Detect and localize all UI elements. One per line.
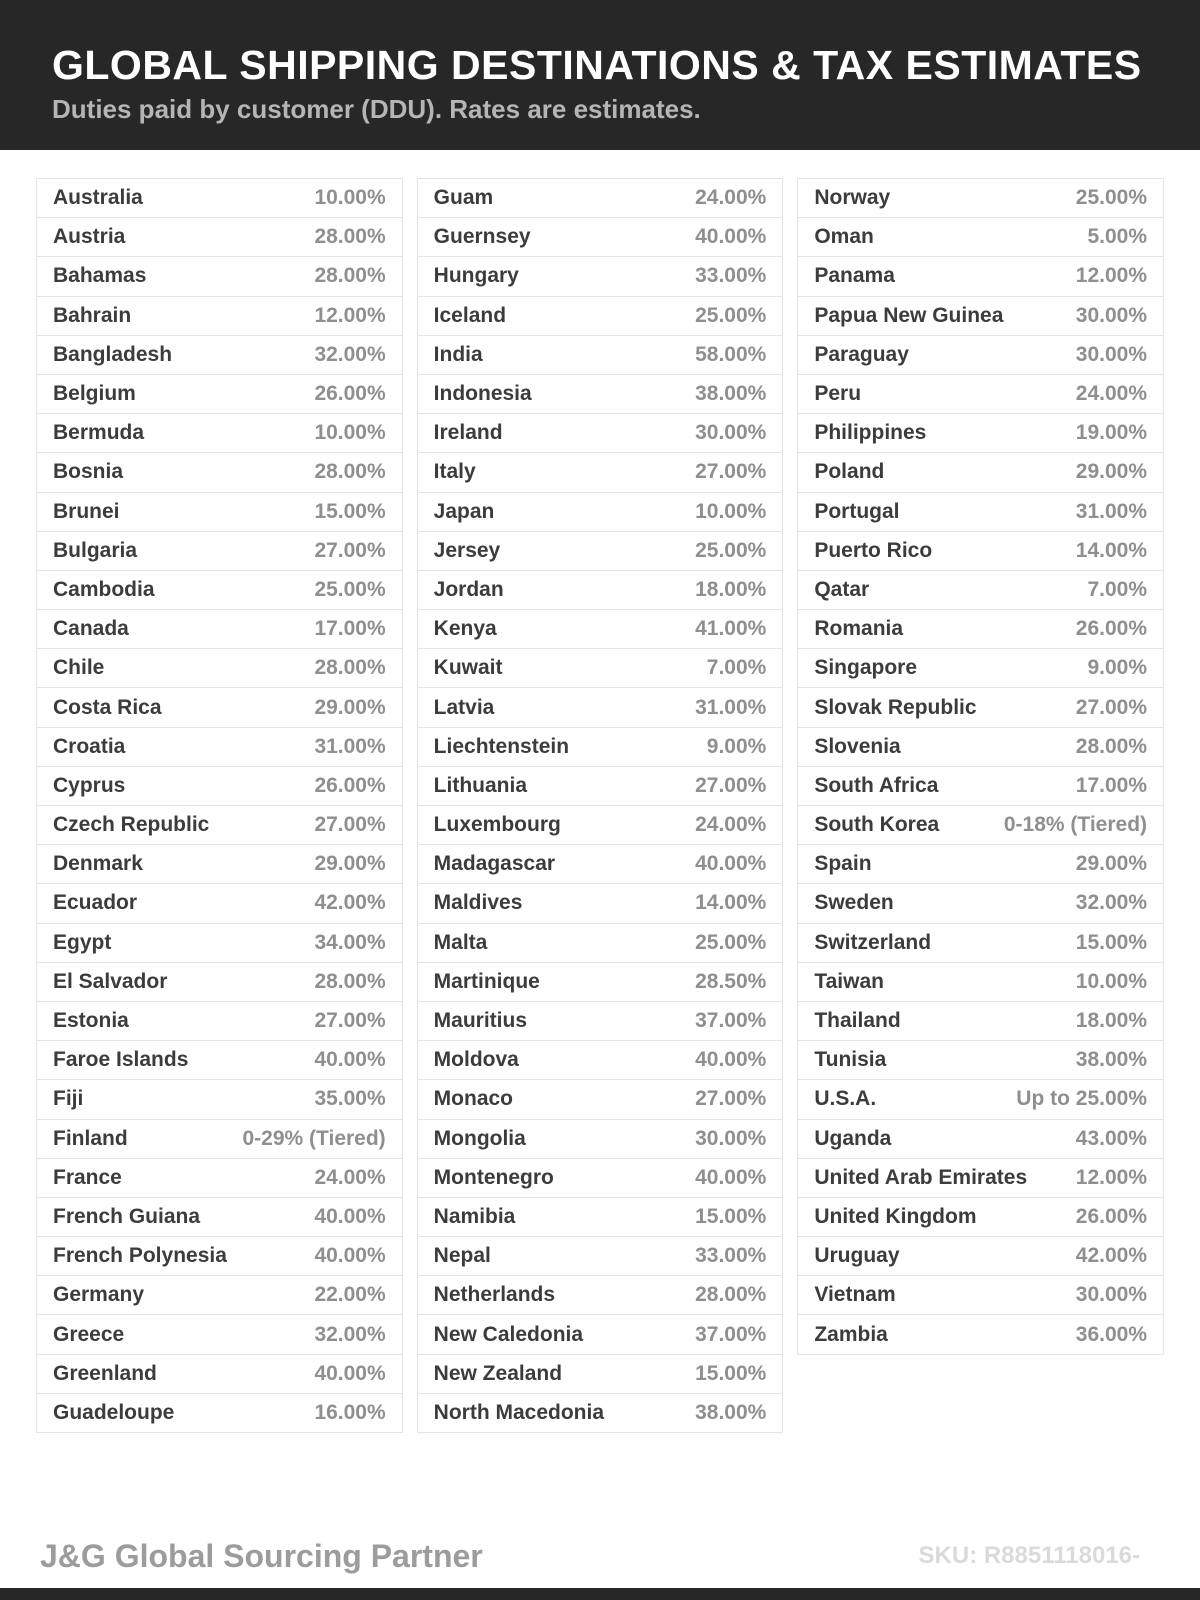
- table-row: [798, 336, 1163, 375]
- tax-rate: 40.00%: [314, 1244, 386, 1268]
- table-row: [798, 806, 1163, 845]
- country-name: Faroe Islands: [53, 1048, 189, 1072]
- table-row: [798, 728, 1163, 767]
- country-name: Qatar: [814, 577, 870, 601]
- country-name: Oman: [814, 225, 874, 249]
- tax-rate: 38.00%: [695, 1400, 767, 1424]
- table-row: [798, 963, 1163, 1002]
- tax-rate: 17.00%: [1075, 773, 1148, 797]
- table-row: [37, 532, 402, 571]
- table-row: [798, 1315, 1163, 1354]
- tax-rate: 28.00%: [314, 656, 386, 680]
- table-row: [418, 767, 783, 806]
- country-name: Mongolia: [433, 1126, 526, 1150]
- tax-rate: 29.00%: [314, 852, 386, 876]
- tax-rate: 27.00%: [314, 813, 386, 837]
- table-row: [418, 257, 783, 296]
- country-name: U.S.A.: [814, 1087, 877, 1111]
- table-row: [418, 375, 783, 414]
- tax-rate: 17.00%: [314, 617, 386, 641]
- tax-rate: 28.00%: [1075, 734, 1148, 758]
- country-name: Maldives: [433, 891, 523, 915]
- tax-rate: 10.00%: [1075, 969, 1148, 993]
- table-row: [37, 336, 402, 375]
- table-row: [37, 453, 402, 492]
- table-row: [418, 688, 783, 727]
- tax-rate: 42.00%: [1075, 1244, 1148, 1268]
- tax-rate: 28.50%: [695, 969, 767, 993]
- country-name: Tunisia: [814, 1048, 887, 1072]
- table-row: [418, 297, 783, 336]
- table-row: [798, 1237, 1163, 1276]
- tax-rate: 22.00%: [314, 1283, 386, 1307]
- country-name: Costa Rica: [53, 695, 162, 719]
- country-name: Bosnia: [53, 460, 124, 484]
- tax-rate: 10.00%: [695, 499, 767, 523]
- country-name: Portugal: [814, 499, 900, 523]
- country-name: Peru: [814, 382, 862, 406]
- country-name: Spain: [814, 852, 872, 876]
- table-row: [418, 884, 783, 923]
- country-name: Vietnam: [814, 1283, 896, 1307]
- country-name: United Kingdom: [814, 1204, 977, 1228]
- tax-rate: 28.00%: [314, 225, 386, 249]
- country-name: Uruguay: [814, 1244, 900, 1268]
- country-name: Chile: [53, 656, 105, 680]
- table-row: [37, 1237, 402, 1276]
- tax-rate: 12.00%: [1075, 264, 1148, 288]
- tax-rate: 18.00%: [1075, 1009, 1148, 1033]
- country-name: South Africa: [814, 773, 939, 797]
- table-row: [418, 1080, 783, 1119]
- tax-rate: 30.00%: [695, 1126, 767, 1150]
- table-row: [418, 610, 783, 649]
- country-name: Ecuador: [53, 891, 138, 915]
- tax-rate: 15.00%: [314, 499, 386, 523]
- country-name: Austria: [53, 225, 126, 249]
- tax-rate: 37.00%: [695, 1009, 767, 1033]
- tax-rate: 41.00%: [695, 617, 767, 641]
- table-row: [37, 493, 402, 532]
- country-name: Romania: [814, 617, 904, 641]
- country-name: Thailand: [814, 1009, 901, 1033]
- tax-rate: 40.00%: [695, 1048, 767, 1072]
- tax-rate: 7.00%: [1087, 577, 1148, 601]
- table-row: [37, 414, 402, 453]
- table-row: [798, 1198, 1163, 1237]
- table-row: [798, 845, 1163, 884]
- table-row: [798, 1002, 1163, 1041]
- country-name: Bangladesh: [53, 342, 173, 366]
- table-row: [37, 963, 402, 1002]
- table-row: [418, 1198, 783, 1237]
- table-row: [37, 1159, 402, 1198]
- table-row: [37, 806, 402, 845]
- table-row: [418, 571, 783, 610]
- country-name: North Macedonia: [433, 1400, 605, 1424]
- tax-rate: 26.00%: [1075, 617, 1148, 641]
- country-name: Guadeloupe: [53, 1400, 175, 1424]
- country-name: Bulgaria: [53, 538, 138, 562]
- tax-rate: 14.00%: [695, 891, 767, 915]
- country-name: Taiwan: [814, 969, 884, 993]
- country-name: Zambia: [814, 1322, 888, 1346]
- country-name: French Polynesia: [53, 1244, 227, 1268]
- tax-rate: 12.00%: [314, 303, 386, 327]
- table-row: [418, 1355, 783, 1394]
- table-row: [418, 1276, 783, 1315]
- table-row: [418, 1041, 783, 1080]
- table-row: [418, 493, 783, 532]
- country-name: New Zealand: [433, 1361, 563, 1385]
- table-row: [37, 1394, 402, 1433]
- country-name: Uganda: [814, 1126, 892, 1150]
- rates-column-3: [797, 178, 1164, 1355]
- tax-rate: 7.00%: [706, 656, 767, 680]
- tax-rate: 27.00%: [314, 538, 386, 562]
- tax-rate: 33.00%: [695, 264, 767, 288]
- country-name: Slovak Republic: [814, 695, 977, 719]
- country-name: Malta: [433, 930, 488, 954]
- tax-rate: 28.00%: [695, 1283, 767, 1307]
- table-row: [798, 884, 1163, 923]
- country-name: Ireland: [433, 421, 503, 445]
- table-row: [418, 1120, 783, 1159]
- tax-rate: 37.00%: [695, 1322, 767, 1346]
- table-row: [37, 1276, 402, 1315]
- table-row: [37, 767, 402, 806]
- tax-rate: 38.00%: [695, 382, 767, 406]
- country-name: Montenegro: [433, 1165, 554, 1189]
- table-row: [37, 1120, 402, 1159]
- tax-rate: 12.00%: [1075, 1165, 1148, 1189]
- table-row: [37, 845, 402, 884]
- tax-rate: 31.00%: [695, 695, 767, 719]
- tax-rate: 27.00%: [1075, 695, 1148, 719]
- tax-rate: 30.00%: [1075, 342, 1148, 366]
- tax-rate: 34.00%: [314, 930, 386, 954]
- country-name: Switzerland: [814, 930, 932, 954]
- table-row: [418, 414, 783, 453]
- country-name: India: [433, 342, 483, 366]
- tax-rate: 30.00%: [1075, 1283, 1148, 1307]
- tax-rate: 25.00%: [695, 930, 767, 954]
- country-name: Martinique: [433, 969, 540, 993]
- country-name: French Guiana: [53, 1204, 201, 1228]
- tax-rate: 5.00%: [1087, 225, 1148, 249]
- tax-rate: 27.00%: [314, 1009, 386, 1033]
- tax-rate: 36.00%: [1075, 1322, 1148, 1346]
- tax-rate: 40.00%: [314, 1048, 386, 1072]
- country-name: Slovenia: [814, 734, 901, 758]
- country-name: Nepal: [433, 1244, 491, 1268]
- country-name: Jordan: [433, 577, 504, 601]
- tax-rate: 40.00%: [695, 225, 767, 249]
- tax-rate: 28.00%: [314, 264, 386, 288]
- table-row: [37, 924, 402, 963]
- country-name: Poland: [814, 460, 885, 484]
- table-row: [798, 414, 1163, 453]
- table-row: [798, 1120, 1163, 1159]
- country-name: Panama: [814, 264, 895, 288]
- country-name: South Korea: [814, 813, 940, 837]
- table-row: [37, 257, 402, 296]
- tax-rate: 31.00%: [314, 734, 386, 758]
- tax-rate: 18.00%: [695, 577, 767, 601]
- table-row: [37, 884, 402, 923]
- country-name: Kuwait: [433, 656, 503, 680]
- table-row: [37, 375, 402, 414]
- country-name: Egypt: [53, 930, 112, 954]
- table-row: [418, 845, 783, 884]
- tax-rate: 32.00%: [314, 1322, 386, 1346]
- tax-rates-table: [36, 178, 1164, 1433]
- table-row: [37, 1355, 402, 1394]
- table-row: [418, 1394, 783, 1433]
- table-row: [37, 688, 402, 727]
- table-row: [798, 218, 1163, 257]
- country-name: Finland: [53, 1126, 128, 1150]
- table-row: [37, 728, 402, 767]
- country-name: Bahamas: [53, 264, 147, 288]
- tax-rate: 16.00%: [314, 1400, 386, 1424]
- table-row: [418, 649, 783, 688]
- country-name: Monaco: [433, 1087, 514, 1111]
- country-name: Czech Republic: [53, 813, 210, 837]
- table-row: [418, 453, 783, 492]
- page-subtitle: Duties paid by customer (DDU). Rates are estimates.: [52, 94, 701, 124]
- table-row: [418, 1315, 783, 1354]
- rates-column-2: [417, 178, 784, 1433]
- page-title: GLOBAL SHIPPING DESTINATIONS & TAX ESTIMATES: [52, 42, 1142, 88]
- table-row: [37, 1198, 402, 1237]
- table-row: [798, 610, 1163, 649]
- country-name: Guernsey: [433, 225, 531, 249]
- country-name: Kenya: [433, 617, 497, 641]
- tax-rate: 30.00%: [1075, 303, 1148, 327]
- table-row: [37, 1002, 402, 1041]
- table-row: [418, 336, 783, 375]
- country-name: Fiji: [53, 1087, 84, 1111]
- table-row: [798, 297, 1163, 336]
- table-row: [37, 179, 402, 218]
- tax-rate: 38.00%: [1075, 1048, 1148, 1072]
- country-name: Denmark: [53, 852, 143, 876]
- tax-rate: 43.00%: [1075, 1126, 1148, 1150]
- country-name: Norway: [814, 186, 891, 210]
- country-name: New Caledonia: [433, 1322, 584, 1346]
- tax-rate: 15.00%: [695, 1204, 767, 1228]
- table-row: [798, 649, 1163, 688]
- tax-rate: 25.00%: [314, 577, 386, 601]
- tax-rate: 25.00%: [1075, 186, 1148, 210]
- tax-rate: 32.00%: [314, 342, 386, 366]
- tax-rate: 10.00%: [314, 186, 386, 210]
- country-name: Cyprus: [53, 773, 126, 797]
- table-row: [798, 493, 1163, 532]
- country-name: Croatia: [53, 734, 126, 758]
- country-name: Madagascar: [433, 852, 556, 876]
- table-row: [798, 453, 1163, 492]
- table-row: [37, 649, 402, 688]
- tax-rate: 14.00%: [1075, 538, 1148, 562]
- country-name: Japan: [433, 499, 495, 523]
- rates-column-1: [36, 178, 403, 1433]
- country-name: Bermuda: [53, 421, 145, 445]
- bottom-bar: [0, 1588, 1200, 1600]
- tax-rate: 29.00%: [314, 695, 386, 719]
- tax-rate: 29.00%: [1075, 460, 1148, 484]
- table-row: [418, 218, 783, 257]
- tax-rate: 28.00%: [314, 460, 386, 484]
- tax-rate: 29.00%: [1075, 852, 1148, 876]
- country-name: Guam: [433, 186, 494, 210]
- table-row: [798, 179, 1163, 218]
- tax-rate: 31.00%: [1075, 499, 1148, 523]
- tax-rate: 25.00%: [695, 538, 767, 562]
- tax-rate: 9.00%: [1087, 656, 1148, 680]
- tax-rate: 27.00%: [695, 460, 767, 484]
- tax-rate: 33.00%: [695, 1244, 767, 1268]
- tax-rate: 26.00%: [1075, 1204, 1148, 1228]
- country-name: Sweden: [814, 891, 894, 915]
- table-row: [37, 218, 402, 257]
- tax-rate: 24.00%: [1075, 382, 1148, 406]
- tax-rate: 26.00%: [314, 382, 386, 406]
- table-row: [37, 1315, 402, 1354]
- country-name: El Salvador: [53, 969, 168, 993]
- tax-rate: 28.00%: [314, 969, 386, 993]
- country-name: Namibia: [433, 1204, 516, 1228]
- tax-rate: 32.00%: [1075, 891, 1148, 915]
- table-row: [798, 375, 1163, 414]
- sku-label: SKU: R8851118016-: [918, 1542, 1140, 1569]
- country-name: United Arab Emirates: [814, 1165, 1028, 1189]
- table-row: [798, 767, 1163, 806]
- table-row: [798, 571, 1163, 610]
- table-row: [37, 571, 402, 610]
- table-row: [418, 179, 783, 218]
- country-name: Estonia: [53, 1009, 129, 1033]
- table-row: [37, 610, 402, 649]
- tax-rate: Up to 25.00%: [1016, 1087, 1148, 1111]
- table-row: [418, 963, 783, 1002]
- tax-rate: 0-18% (Tiered): [1003, 813, 1148, 837]
- tax-rate: 25.00%: [695, 303, 767, 327]
- country-name: Belgium: [53, 382, 136, 406]
- country-name: Canada: [53, 617, 129, 641]
- tax-rate: 24.00%: [314, 1165, 386, 1189]
- table-row: [798, 924, 1163, 963]
- table-row: [798, 1041, 1163, 1080]
- table-row: [798, 1276, 1163, 1315]
- tax-rate: 35.00%: [314, 1087, 386, 1111]
- table-row: [798, 1159, 1163, 1198]
- table-row: [418, 1159, 783, 1198]
- tax-rate: 10.00%: [314, 421, 386, 445]
- tax-rate: 19.00%: [1075, 421, 1148, 445]
- country-name: Hungary: [433, 264, 519, 288]
- country-name: Paraguay: [814, 342, 909, 366]
- country-name: Puerto Rico: [814, 538, 933, 562]
- tax-rate: 27.00%: [695, 773, 767, 797]
- table-row: [418, 1237, 783, 1276]
- country-name: Australia: [53, 186, 143, 210]
- country-name: Latvia: [433, 695, 495, 719]
- table-row: [418, 728, 783, 767]
- country-name: Jersey: [433, 538, 501, 562]
- country-name: Philippines: [814, 421, 927, 445]
- tax-rate: 40.00%: [695, 852, 767, 876]
- tax-rate: 24.00%: [695, 813, 767, 837]
- tax-rate: 42.00%: [314, 891, 386, 915]
- table-row: [798, 1080, 1163, 1119]
- country-name: France: [53, 1165, 122, 1189]
- tax-rate: 9.00%: [706, 734, 767, 758]
- tax-rate: 15.00%: [695, 1361, 767, 1385]
- tax-rate: 58.00%: [695, 342, 767, 366]
- country-name: Bahrain: [53, 303, 132, 327]
- tax-rate: 40.00%: [314, 1361, 386, 1385]
- country-name: Singapore: [814, 656, 918, 680]
- country-name: Cambodia: [53, 577, 155, 601]
- country-name: Greenland: [53, 1361, 157, 1385]
- country-name: Luxembourg: [433, 813, 561, 837]
- table-row: [418, 1002, 783, 1041]
- country-name: Papua New Guinea: [814, 303, 1004, 327]
- brand-name: J&G Global Sourcing Partner: [40, 1538, 483, 1574]
- table-row: [418, 532, 783, 571]
- tax-rate: 24.00%: [695, 186, 767, 210]
- country-name: Italy: [433, 460, 476, 484]
- country-name: Lithuania: [433, 773, 528, 797]
- table-row: [37, 297, 402, 336]
- header-banner: [0, 0, 1200, 150]
- table-row: [37, 1080, 402, 1119]
- country-name: Greece: [53, 1322, 125, 1346]
- tax-rate: 0-29% (Tiered): [242, 1126, 386, 1150]
- country-name: Indonesia: [433, 382, 532, 406]
- tax-rate: 40.00%: [695, 1165, 767, 1189]
- tax-rate: 40.00%: [314, 1204, 386, 1228]
- tax-rate: 15.00%: [1075, 930, 1148, 954]
- table-row: [418, 806, 783, 845]
- table-row: [798, 532, 1163, 571]
- table-row: [37, 1041, 402, 1080]
- country-name: Moldova: [433, 1048, 519, 1072]
- country-name: Germany: [53, 1283, 145, 1307]
- tax-rate: 30.00%: [695, 421, 767, 445]
- country-name: Brunei: [53, 499, 120, 523]
- table-row: [798, 257, 1163, 296]
- table-row: [798, 688, 1163, 727]
- tax-rate: 26.00%: [314, 773, 386, 797]
- country-name: Iceland: [433, 303, 507, 327]
- tax-rate: 27.00%: [695, 1087, 767, 1111]
- country-name: Netherlands: [433, 1283, 556, 1307]
- country-name: Mauritius: [433, 1009, 528, 1033]
- table-row: [418, 924, 783, 963]
- country-name: Liechtenstein: [433, 734, 570, 758]
